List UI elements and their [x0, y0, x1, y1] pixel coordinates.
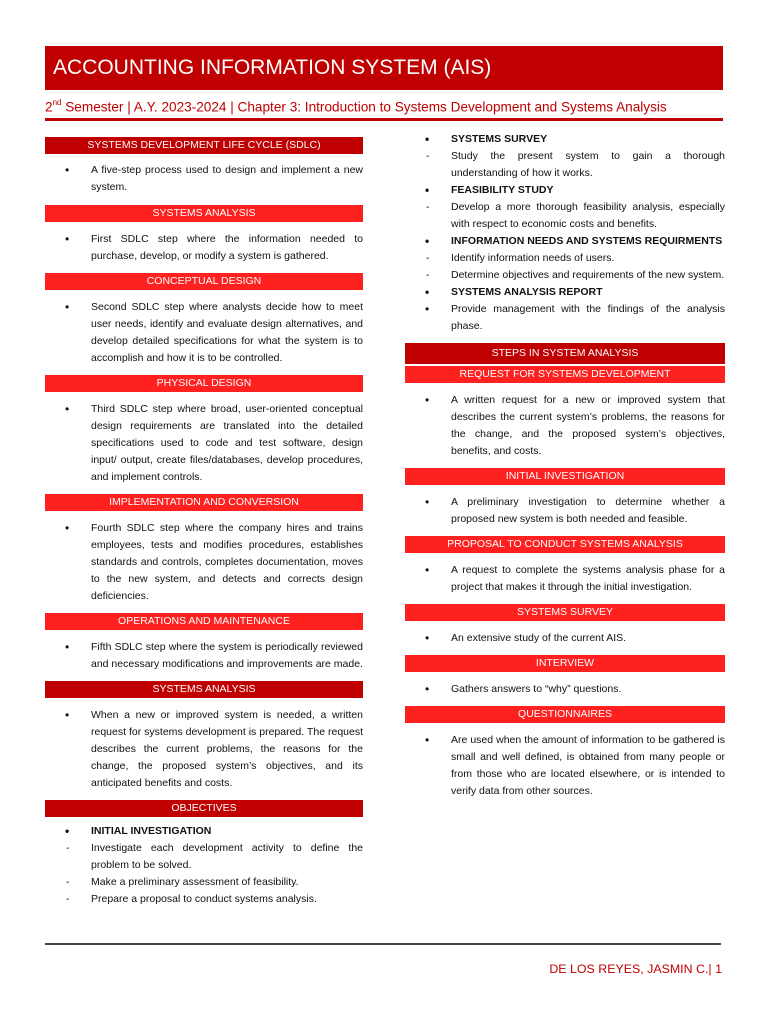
- conceptual-design-bullet: • Second SDLC step where analysts decide how to meet user needs, identify and evaluate design alternatives, and develop detailed specifications for what the system is to accomplish and how it is to be controlled.: [45, 299, 363, 367]
- objective-item: - Make a preliminary assessment of feasibility.: [45, 874, 363, 891]
- questionnaires-bullet: • Are used when the amount of information to be gathered is small and well defined, is obtained from many people or from those who are located elsewhere, or is intended to verify data from other sources.: [405, 732, 725, 800]
- objective-item: - Determine objectives and requirements of the new system.: [405, 267, 725, 284]
- section-header-request: REQUEST FOR SYSTEMS DEVELOPMENT: [405, 366, 725, 383]
- section-header-initial-investigation: INITIAL INVESTIGATION: [405, 468, 725, 485]
- author-name: DE LOS REYES, JASMIN C.: [549, 962, 709, 976]
- footer-separator: |: [708, 962, 712, 976]
- section-header-objectives: OBJECTIVES: [45, 800, 363, 817]
- objective-label-initial: • INITIAL INVESTIGATION: [45, 823, 363, 840]
- interview-bullet: • Gathers answers to “why” questions.: [405, 681, 725, 698]
- initial-investigation-bullet: • A preliminary investigation to determine whether a proposed new system is both needed and feasible.: [405, 494, 725, 528]
- request-bullet: • A written request for a new or improved system that describes the current system’s problems, the reasons for the change, and the proposed system’s objectives, benefits, and costs.: [405, 392, 725, 460]
- section-header-operations: OPERATIONS AND MAINTENANCE: [45, 613, 363, 630]
- objective-item: - Identify information needs of users.: [405, 250, 725, 267]
- section-header-proposal: PROPOSAL TO CONDUCT SYSTEMS ANALYSIS: [405, 536, 725, 553]
- right-column: [405, 131, 725, 808]
- subtitle-divider: [45, 118, 723, 121]
- objective-item: - Investigate each development activity to define the problem to be solved.: [45, 840, 363, 874]
- section-header-physical-design: PHYSICAL DESIGN: [45, 375, 363, 392]
- section-header-systems-analysis: SYSTEMS ANALYSIS: [45, 205, 363, 222]
- objective-item: - Study the present system to gain a thorough understanding of how it works.: [405, 148, 725, 182]
- objective-label-info-needs: • INFORMATION NEEDS AND SYSTEMS REQUIRMENTS: [405, 233, 725, 250]
- section-header-systems-analysis-2: SYSTEMS ANALYSIS: [45, 681, 363, 698]
- subtitle-text: Semester | A.Y. 2023-2024 | Chapter 3: Introduction to Systems Development and Systems Analysis: [61, 99, 667, 115]
- page-number: 1: [715, 962, 722, 976]
- physical-design-bullet: • Third SDLC step where broad, user-oriented conceptual design requirements are translated into the detailed specifications used to code and test software, design input/ output, create files/databases, develop procedures, and implement controls.: [45, 401, 363, 486]
- section-header-conceptual-design: CONCEPTUAL DESIGN: [45, 273, 363, 290]
- page-title: ACCOUNTING INFORMATION SYSTEM (AIS): [45, 46, 723, 90]
- section-header-systems-survey: SYSTEMS SURVEY: [405, 604, 725, 621]
- left-column: [45, 137, 363, 916]
- footer-divider: [45, 943, 721, 945]
- page-subtitle: [45, 93, 735, 115]
- section-header-sdlc: SYSTEMS DEVELOPMENT LIFE CYCLE (SDLC): [45, 137, 363, 154]
- objective-item: - Develop a more thorough feasibility analysis, especially with respect to economic costs and benefits.: [405, 199, 725, 233]
- section-header-steps: STEPS IN SYSTEM ANALYSIS: [405, 343, 725, 364]
- systems-analysis-2-bullet: • When a new or improved system is needed, a written request for systems development is prepared. The request describes the current problems, the reasons for the change, the proposed system’s objectives, and its anticipated benefits and costs.: [45, 707, 363, 792]
- proposal-bullet: • A request to complete the systems analysis phase for a project that makes it through the initial investigation.: [405, 562, 725, 596]
- systems-survey-bullet: • An extensive study of the current AIS.: [405, 630, 725, 647]
- systems-analysis-bullet: • First SDLC step where the information needed to purchase, develop, or modify a system is gathered.: [45, 231, 363, 265]
- objective-item: - Prepare a proposal to conduct systems analysis.: [45, 891, 363, 908]
- objective-label-survey: • SYSTEMS SURVEY: [405, 131, 725, 148]
- section-header-implementation: IMPLEMENTATION AND CONVERSION: [45, 494, 363, 511]
- objective-label-feasibility: • FEASIBILITY STUDY: [405, 182, 725, 199]
- implementation-bullet: • Fourth SDLC step where the company hires and trains employees, tests and modifies procedures, establishes standards and controls, completes documentation, moves to the new system, and detects and corrects design deficiencies.: [45, 520, 363, 605]
- operations-bullet: • Fifth SDLC step where the system is periodically reviewed and necessary modifications and improvements are made.: [45, 639, 363, 673]
- section-header-questionnaires: QUESTIONNAIRES: [405, 706, 725, 723]
- semester-number: 2: [45, 99, 53, 115]
- page-footer: [549, 961, 722, 977]
- objective-label-report: • SYSTEMS ANALYSIS REPORT: [405, 284, 725, 301]
- report-bullet: • Provide management with the findings of the analysis phase.: [405, 301, 725, 335]
- semester-suffix: nd: [52, 98, 62, 107]
- sdlc-bullet: • A five-step process used to design and implement a new system.: [45, 162, 363, 196]
- section-header-interview: INTERVIEW: [405, 655, 725, 672]
